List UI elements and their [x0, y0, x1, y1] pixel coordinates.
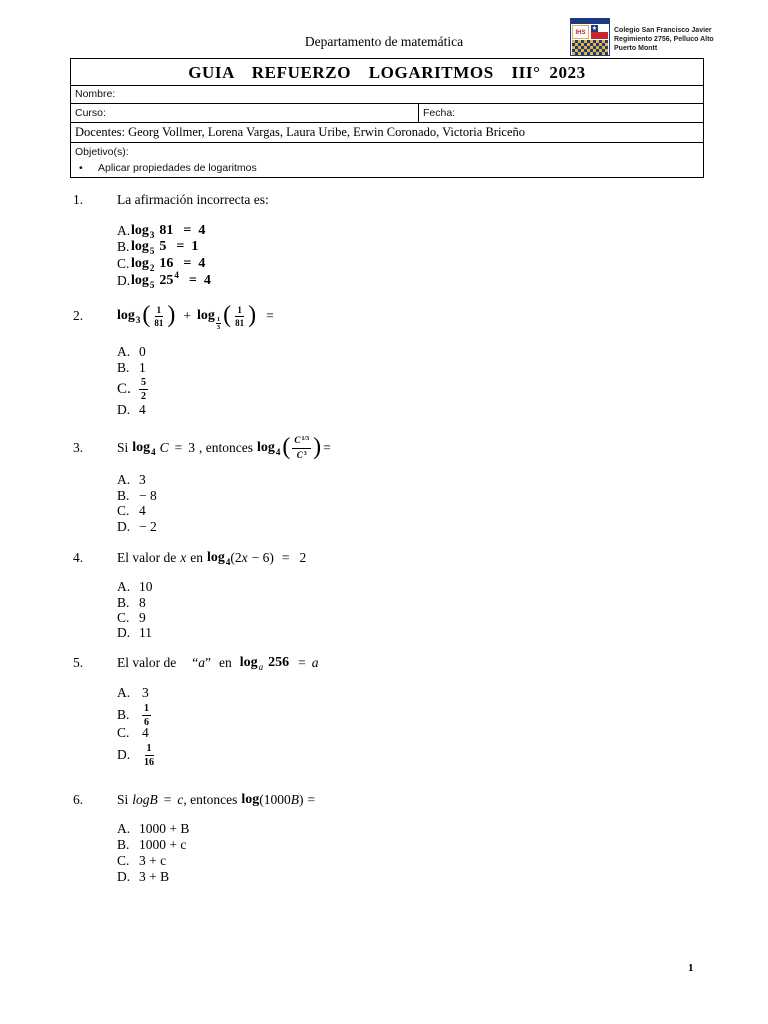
fraction [142, 703, 151, 728]
date-label: Fecha: [423, 107, 456, 119]
question-connector: , entonces [199, 440, 254, 455]
log-argument: 5 [159, 239, 167, 254]
equals-sign: = [183, 223, 192, 238]
question-number: 2. [73, 308, 84, 323]
equation-value: a [311, 655, 319, 670]
given-variable: B [149, 792, 158, 807]
equals-sign: = [298, 655, 306, 670]
log-function: log [132, 440, 151, 455]
name-row [71, 86, 703, 104]
given-log-function: log [132, 792, 150, 807]
question-3 [73, 434, 331, 462]
question-number: 4. [73, 550, 84, 565]
log-base: 4 [275, 447, 281, 457]
option-letter: D. [117, 273, 131, 288]
question-connector: en [218, 655, 232, 670]
equals-sign: = [188, 273, 197, 288]
worksheet-title: GUIA REFUERZO LOGARITMOS III° 2023 [71, 59, 703, 86]
option-letter: C. [117, 503, 130, 518]
option-letter: C. [117, 853, 130, 868]
log-argument: 256 [268, 655, 290, 670]
denominator-exponent: 3 [303, 450, 307, 457]
question-lead: Si [117, 440, 129, 455]
option-value: 4 [142, 725, 149, 740]
fraction-denominator [295, 449, 309, 462]
fraction-numerator: 1 [216, 315, 221, 323]
denominator-variable: C [296, 449, 303, 460]
school-name: Colegio San Francisco Javier [614, 27, 712, 34]
option-5b [117, 703, 151, 727]
fraction-denominator: 2 [141, 390, 146, 402]
option-6b [117, 837, 186, 853]
option-value: 4 [203, 273, 211, 288]
quote-close: ” [204, 655, 211, 670]
parenthesis-close: ) [248, 302, 257, 328]
fraction [292, 435, 311, 462]
log-argument: 16 [159, 256, 174, 271]
option-value: 1 [139, 360, 146, 375]
variable: x [180, 550, 187, 565]
log-function: log [131, 223, 149, 238]
question-5 [73, 655, 319, 671]
question-lead: El valor de [117, 550, 177, 565]
log-argument: 25 [159, 273, 174, 288]
option-value: 4 [139, 503, 146, 518]
option-value: 3 [142, 685, 149, 700]
option-value: − 8 [139, 488, 157, 503]
log-function: log [206, 550, 225, 565]
fraction-denominator: 81 [154, 317, 164, 328]
plus-sign: + [183, 308, 192, 323]
argument-open: (1000 [259, 792, 291, 807]
option-6a [117, 821, 189, 837]
option-4b [117, 595, 146, 611]
crest-banner [571, 19, 609, 24]
fraction-numerator: 1 [144, 702, 149, 714]
objective-row [71, 143, 703, 177]
bullet-icon: • [79, 162, 83, 174]
objective-text: Aplicar propiedades de logaritmos [98, 162, 257, 174]
log-function: log [241, 792, 260, 807]
fraction-denominator: 16 [144, 756, 154, 768]
option-value: − 2 [139, 519, 157, 534]
crest-flag [591, 25, 608, 39]
school-info [614, 26, 714, 53]
option-5d [117, 743, 156, 767]
option-value: 3 + B [139, 869, 170, 884]
fraction-numerator [292, 435, 311, 449]
question-connector: , entonces [183, 792, 238, 807]
option-letter: C. [117, 256, 130, 271]
log-base: a [258, 662, 264, 672]
question-2 [73, 302, 274, 330]
option-value: 4 [198, 256, 206, 271]
option-letter: D. [117, 625, 131, 640]
option-6c [117, 853, 166, 869]
option-4c [117, 610, 146, 626]
log-argument: 81 [159, 223, 174, 238]
log-function: log [197, 308, 215, 323]
option-value: 1 [191, 239, 199, 254]
option-value: 11 [139, 625, 152, 640]
parenthesis-open: ( [282, 434, 291, 460]
argument-variable: x [241, 550, 248, 565]
star-icon [591, 25, 598, 32]
option-letter: A. [117, 685, 131, 700]
option-letter: A. [117, 579, 131, 594]
fraction-denominator: 81 [235, 317, 245, 328]
parenthesis-open: ( [142, 302, 151, 328]
option-letter: B. [117, 707, 130, 722]
course-label: Curso: [75, 107, 106, 119]
quote-open: “ [192, 655, 199, 670]
argument-rest: − 6) [251, 550, 274, 565]
option-letter: A. [117, 344, 131, 359]
equals-sign: = [281, 550, 290, 565]
log-base-fraction [216, 316, 221, 331]
variable: C [159, 440, 169, 455]
question-prompt: La afirmación incorrecta es: [117, 192, 269, 207]
option-value: 10 [139, 579, 153, 594]
equation-value: 2 [299, 550, 307, 565]
question-lead: El valor de [117, 655, 177, 670]
page-number: 1 [688, 962, 694, 974]
option-value: 0 [139, 344, 146, 359]
option-value: 3 + c [139, 853, 167, 868]
option-1a [117, 223, 205, 239]
fraction [139, 377, 148, 402]
fraction [233, 305, 246, 328]
question-number: 3. [73, 440, 84, 455]
option-letter: B. [117, 360, 130, 375]
question-number: 5. [73, 655, 84, 670]
log-base: 2 [149, 263, 155, 273]
fraction-numerator: 1 [156, 304, 162, 315]
option-letter: C. [117, 380, 131, 397]
option-letter: B. [117, 837, 130, 852]
equals-sign: = [307, 792, 316, 807]
log-function: log [239, 655, 258, 670]
log-base: 4 [151, 447, 156, 457]
option-6d [117, 869, 169, 885]
log-function: log [117, 308, 135, 323]
question-4 [73, 550, 306, 566]
question-number: 6. [73, 792, 84, 807]
argument-close: ) [299, 792, 304, 807]
date-cell [419, 104, 703, 122]
given-value: c [177, 792, 184, 807]
option-value: 8 [139, 595, 146, 610]
course-cell [71, 104, 419, 122]
option-value: 4 [139, 402, 146, 417]
option-1c [117, 256, 205, 272]
log-function: log [131, 256, 149, 271]
equals-sign: = [176, 239, 185, 254]
option-letter: D. [117, 869, 131, 884]
fraction-numerator: 5 [141, 376, 146, 388]
numerator-variable: C [294, 434, 301, 445]
equals-sign: = [174, 440, 183, 455]
equals-sign: = [163, 792, 172, 807]
option-letter: B. [117, 239, 130, 254]
question-1 [73, 192, 269, 208]
fraction-denominator: 6 [144, 716, 149, 728]
teachers-row [71, 123, 703, 143]
log-function: log [131, 239, 149, 254]
option-letter: A. [117, 472, 131, 487]
given-value: 3 [188, 440, 196, 455]
equals-sign: = [183, 256, 192, 271]
fraction-denominator: 3 [216, 323, 221, 331]
option-letter: D. [117, 747, 131, 762]
school-logo [570, 18, 735, 58]
log-base: 3 [135, 315, 141, 325]
option-letter: D. [117, 402, 131, 417]
equals-sign: = [323, 440, 331, 455]
option-3d [117, 519, 157, 535]
option-2a [117, 344, 146, 360]
objective-item [71, 161, 703, 175]
log-base: 3 [149, 230, 155, 240]
fraction-numerator: 1 [237, 304, 242, 315]
option-3a [117, 472, 146, 488]
option-1d [117, 270, 211, 290]
option-1b [117, 239, 198, 255]
option-2c [117, 377, 148, 401]
question-lead: Si [117, 792, 129, 807]
course-date-row [71, 104, 703, 123]
parenthesis-close: ) [313, 434, 322, 460]
teachers-text: Docentes: Georg Vollmer, Lorena Vargas, Laura Uribe, Erwin Coronado, Victoria Briceño [75, 125, 526, 139]
argument-exponent: 4 [174, 270, 179, 280]
question-connector: en [190, 550, 203, 565]
school-city: Puerto Montt [614, 45, 658, 52]
fraction-numerator: 1 [146, 742, 152, 754]
equals-sign: = [266, 308, 274, 323]
option-letter: C. [117, 725, 130, 740]
question-number: 1. [73, 192, 84, 207]
option-letter: C. [117, 610, 130, 625]
option-letter: B. [117, 488, 130, 503]
log-base: 5 [149, 280, 155, 290]
option-2d [117, 402, 146, 418]
option-value: 9 [139, 610, 146, 625]
info-table [70, 58, 704, 178]
log-base: 5 [149, 246, 155, 256]
option-letter: B. [117, 595, 130, 610]
option-value: 1000 + B [139, 821, 190, 836]
department-heading: Departamento de matemática [304, 34, 464, 49]
school-address: Regimiento 2756, Pelluco Alto [614, 36, 714, 43]
option-3c [117, 503, 146, 519]
name-label: Nombre: [75, 88, 116, 100]
option-letter: A. [117, 821, 131, 836]
log-base: 4 [225, 557, 231, 567]
option-letter: A. [117, 223, 131, 238]
option-value: 1000 + c [139, 837, 187, 852]
crest-monogram: IHS [572, 25, 589, 39]
argument-variable: B [290, 792, 300, 807]
option-3b [117, 488, 157, 504]
option-2b [117, 360, 146, 376]
objective-label: Objetivo(s): [75, 146, 129, 158]
option-4d [117, 625, 152, 641]
crest-checkerboard [572, 40, 608, 55]
option-value: 3 [139, 472, 146, 487]
question-6 [73, 792, 315, 808]
option-value: 4 [198, 223, 206, 238]
argument-open: (2 [230, 550, 242, 565]
option-4a [117, 579, 153, 595]
school-crest [570, 18, 610, 56]
log-function: log [257, 440, 275, 455]
option-5c [117, 725, 149, 741]
parenthesis-close: ) [167, 302, 176, 328]
option-letter: D. [117, 519, 131, 534]
fraction [152, 305, 165, 328]
option-5a [117, 685, 149, 701]
numerator-exponent: 1/3 [301, 435, 310, 442]
variable: a [198, 655, 205, 670]
fraction [142, 743, 156, 768]
parenthesis-open: ( [223, 302, 232, 328]
log-function: log [131, 273, 149, 288]
